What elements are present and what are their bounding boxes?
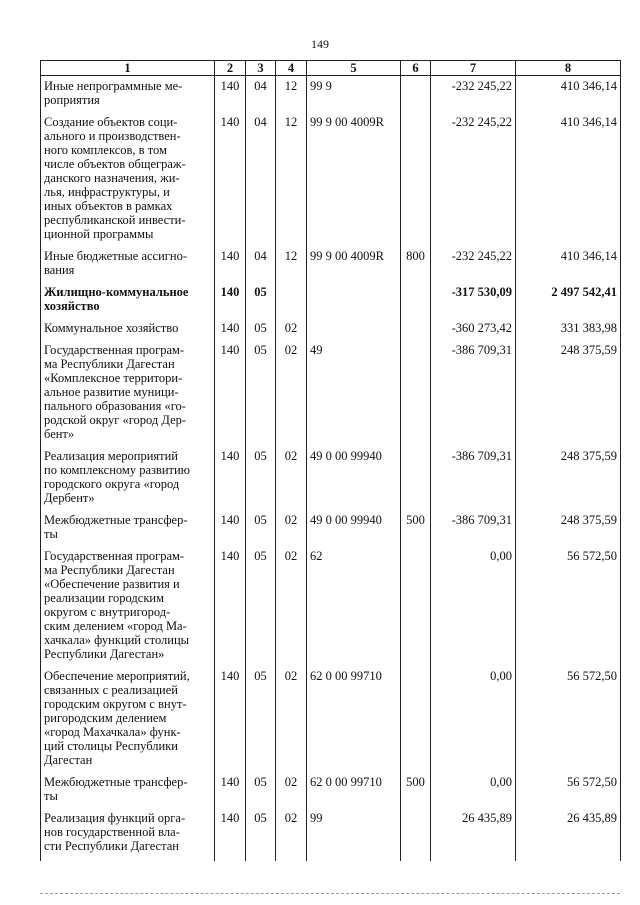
cell-col2: 140: [215, 285, 246, 321]
row-name: Жилищно-коммунальное хозяйство: [41, 285, 215, 321]
cell-col7: -360 273,42: [431, 321, 516, 343]
cell-col7: 0,00: [431, 775, 516, 811]
table-header: [41, 61, 621, 76]
cell-col5: [307, 321, 401, 343]
cell-col6: [401, 549, 431, 669]
cell-col8: 410 346,14: [516, 76, 621, 116]
cell-col3: 05: [246, 775, 276, 811]
table-row: [41, 775, 621, 811]
cell-col4: 02: [276, 549, 307, 669]
column-header-1: 1: [41, 61, 215, 76]
cell-col4: [276, 285, 307, 321]
cell-col2: 140: [215, 513, 246, 549]
table-row: [41, 249, 621, 285]
table-row: [41, 76, 621, 116]
cell-col2: 140: [215, 775, 246, 811]
cell-col6: 500: [401, 513, 431, 549]
cell-col4: 02: [276, 775, 307, 811]
cell-col2: 140: [215, 76, 246, 116]
bottom-rule: [40, 893, 620, 894]
cell-col2: 140: [215, 321, 246, 343]
cell-col4: 12: [276, 249, 307, 285]
row-name: Обеспечение мероприятий, связанных с реализацией городским округом с внут- ригородским делением «город Махачкала» функ- ций столицы Республики Дагестан: [41, 669, 215, 775]
budget-table: [40, 60, 621, 861]
column-header-4: 4: [276, 61, 307, 76]
cell-col2: 140: [215, 115, 246, 249]
table-body: [41, 76, 621, 862]
row-name: Государственная програм- ма Республики Дагестан «Комплексное территори- альное развитие муници- пального образования «го- родской округ «город Дер- бент»: [41, 343, 215, 449]
cell-col7: -232 245,22: [431, 76, 516, 116]
cell-col6: [401, 115, 431, 249]
cell-col6: [401, 76, 431, 116]
cell-col4: 02: [276, 449, 307, 513]
cell-col5: 99: [307, 811, 401, 861]
cell-col7: 0,00: [431, 549, 516, 669]
table-row: [41, 321, 621, 343]
cell-col5: 62 0 00 99710: [307, 669, 401, 775]
cell-col7: 26 435,89: [431, 811, 516, 861]
cell-col3: 04: [246, 115, 276, 249]
column-header-5: 5: [307, 61, 401, 76]
row-name: Коммунальное хозяйство: [41, 321, 215, 343]
cell-col4: 12: [276, 115, 307, 249]
cell-col8: 248 375,59: [516, 513, 621, 549]
column-header-8: 8: [516, 61, 621, 76]
cell-col7: -232 245,22: [431, 115, 516, 249]
cell-col7: -386 709,31: [431, 449, 516, 513]
column-header-3: 3: [246, 61, 276, 76]
cell-col4: 02: [276, 669, 307, 775]
cell-col2: 140: [215, 669, 246, 775]
table-row: [41, 669, 621, 775]
column-header-6: 6: [401, 61, 431, 76]
cell-col3: 05: [246, 449, 276, 513]
cell-col3: 05: [246, 811, 276, 861]
header-row: [41, 61, 621, 76]
cell-col3: 04: [246, 249, 276, 285]
cell-col4: 02: [276, 811, 307, 861]
cell-col8: 26 435,89: [516, 811, 621, 861]
row-name: Создание объектов соци- ального и производствен- ного комплексов, в том числе объектов общеграж- данского назначения, жи- лья, инфраструктуры, и иных объектов в рамках республиканской инвести- ционной программы: [41, 115, 215, 249]
cell-col2: 140: [215, 549, 246, 669]
cell-col5: 49 0 00 99940: [307, 513, 401, 549]
cell-col3: 05: [246, 669, 276, 775]
cell-col3: 05: [246, 549, 276, 669]
row-name: Реализация мероприятий по комплексному развитию городского округа «город Дербент»: [41, 449, 215, 513]
table-row: [41, 513, 621, 549]
row-name: Государственная програм- ма Республики Дагестан «Обеспечение развития и реализации городским округом с внутригород- ским делением «город Ма- хачкала» функций столицы Республики Дагестан»: [41, 549, 215, 669]
cell-col8: 331 383,98: [516, 321, 621, 343]
cell-col4: 12: [276, 76, 307, 116]
cell-col5: 62: [307, 549, 401, 669]
column-header-2: 2: [215, 61, 246, 76]
table-row: [41, 449, 621, 513]
cell-col5: 49 0 00 99940: [307, 449, 401, 513]
cell-col4: 02: [276, 343, 307, 449]
cell-col3: 05: [246, 343, 276, 449]
table-row: [41, 811, 621, 861]
cell-col2: 140: [215, 449, 246, 513]
cell-col5: 99 9: [307, 76, 401, 116]
cell-col5: 49: [307, 343, 401, 449]
cell-col5: [307, 285, 401, 321]
table-row: [41, 285, 621, 321]
cell-col7: 0,00: [431, 669, 516, 775]
cell-col5: 99 9 00 4009R: [307, 249, 401, 285]
cell-col4: 02: [276, 513, 307, 549]
cell-col6: [401, 449, 431, 513]
row-name: Межбюджетные трансфер- ты: [41, 775, 215, 811]
table-row: [41, 115, 621, 249]
row-name: Межбюджетные трансфер- ты: [41, 513, 215, 549]
cell-col8: 56 572,50: [516, 549, 621, 669]
cell-col8: 56 572,50: [516, 775, 621, 811]
cell-col6: [401, 285, 431, 321]
cell-col7: -386 709,31: [431, 343, 516, 449]
row-name: Иные непрограммные ме- роприятия: [41, 76, 215, 116]
row-name: Иные бюджетные ассигно- вания: [41, 249, 215, 285]
cell-col3: 05: [246, 321, 276, 343]
cell-col8: 56 572,50: [516, 669, 621, 775]
cell-col2: 140: [215, 811, 246, 861]
cell-col3: 05: [246, 513, 276, 549]
cell-col6: [401, 811, 431, 861]
cell-col7: -386 709,31: [431, 513, 516, 549]
cell-col6: 800: [401, 249, 431, 285]
cell-col6: [401, 321, 431, 343]
cell-col8: 410 346,14: [516, 249, 621, 285]
cell-col5: 62 0 00 99710: [307, 775, 401, 811]
cell-col2: 140: [215, 249, 246, 285]
row-name: Реализация функций орга- нов государственной вла- сти Республики Дагестан: [41, 811, 215, 861]
page-number: 149: [311, 37, 329, 51]
cell-col4: 02: [276, 321, 307, 343]
cell-col3: 04: [246, 76, 276, 116]
cell-col8: 2 497 542,41: [516, 285, 621, 321]
cell-col7: -232 245,22: [431, 249, 516, 285]
cell-col6: [401, 343, 431, 449]
cell-col6: [401, 669, 431, 775]
table-row: [41, 549, 621, 669]
cell-col3: 05: [246, 285, 276, 321]
cell-col8: 248 375,59: [516, 449, 621, 513]
cell-col6: 500: [401, 775, 431, 811]
cell-col8: 410 346,14: [516, 115, 621, 249]
cell-col5: 99 9 00 4009R: [307, 115, 401, 249]
table-row: [41, 343, 621, 449]
cell-col8: 248 375,59: [516, 343, 621, 449]
column-header-7: 7: [431, 61, 516, 76]
cell-col7: -317 530,09: [431, 285, 516, 321]
cell-col2: 140: [215, 343, 246, 449]
